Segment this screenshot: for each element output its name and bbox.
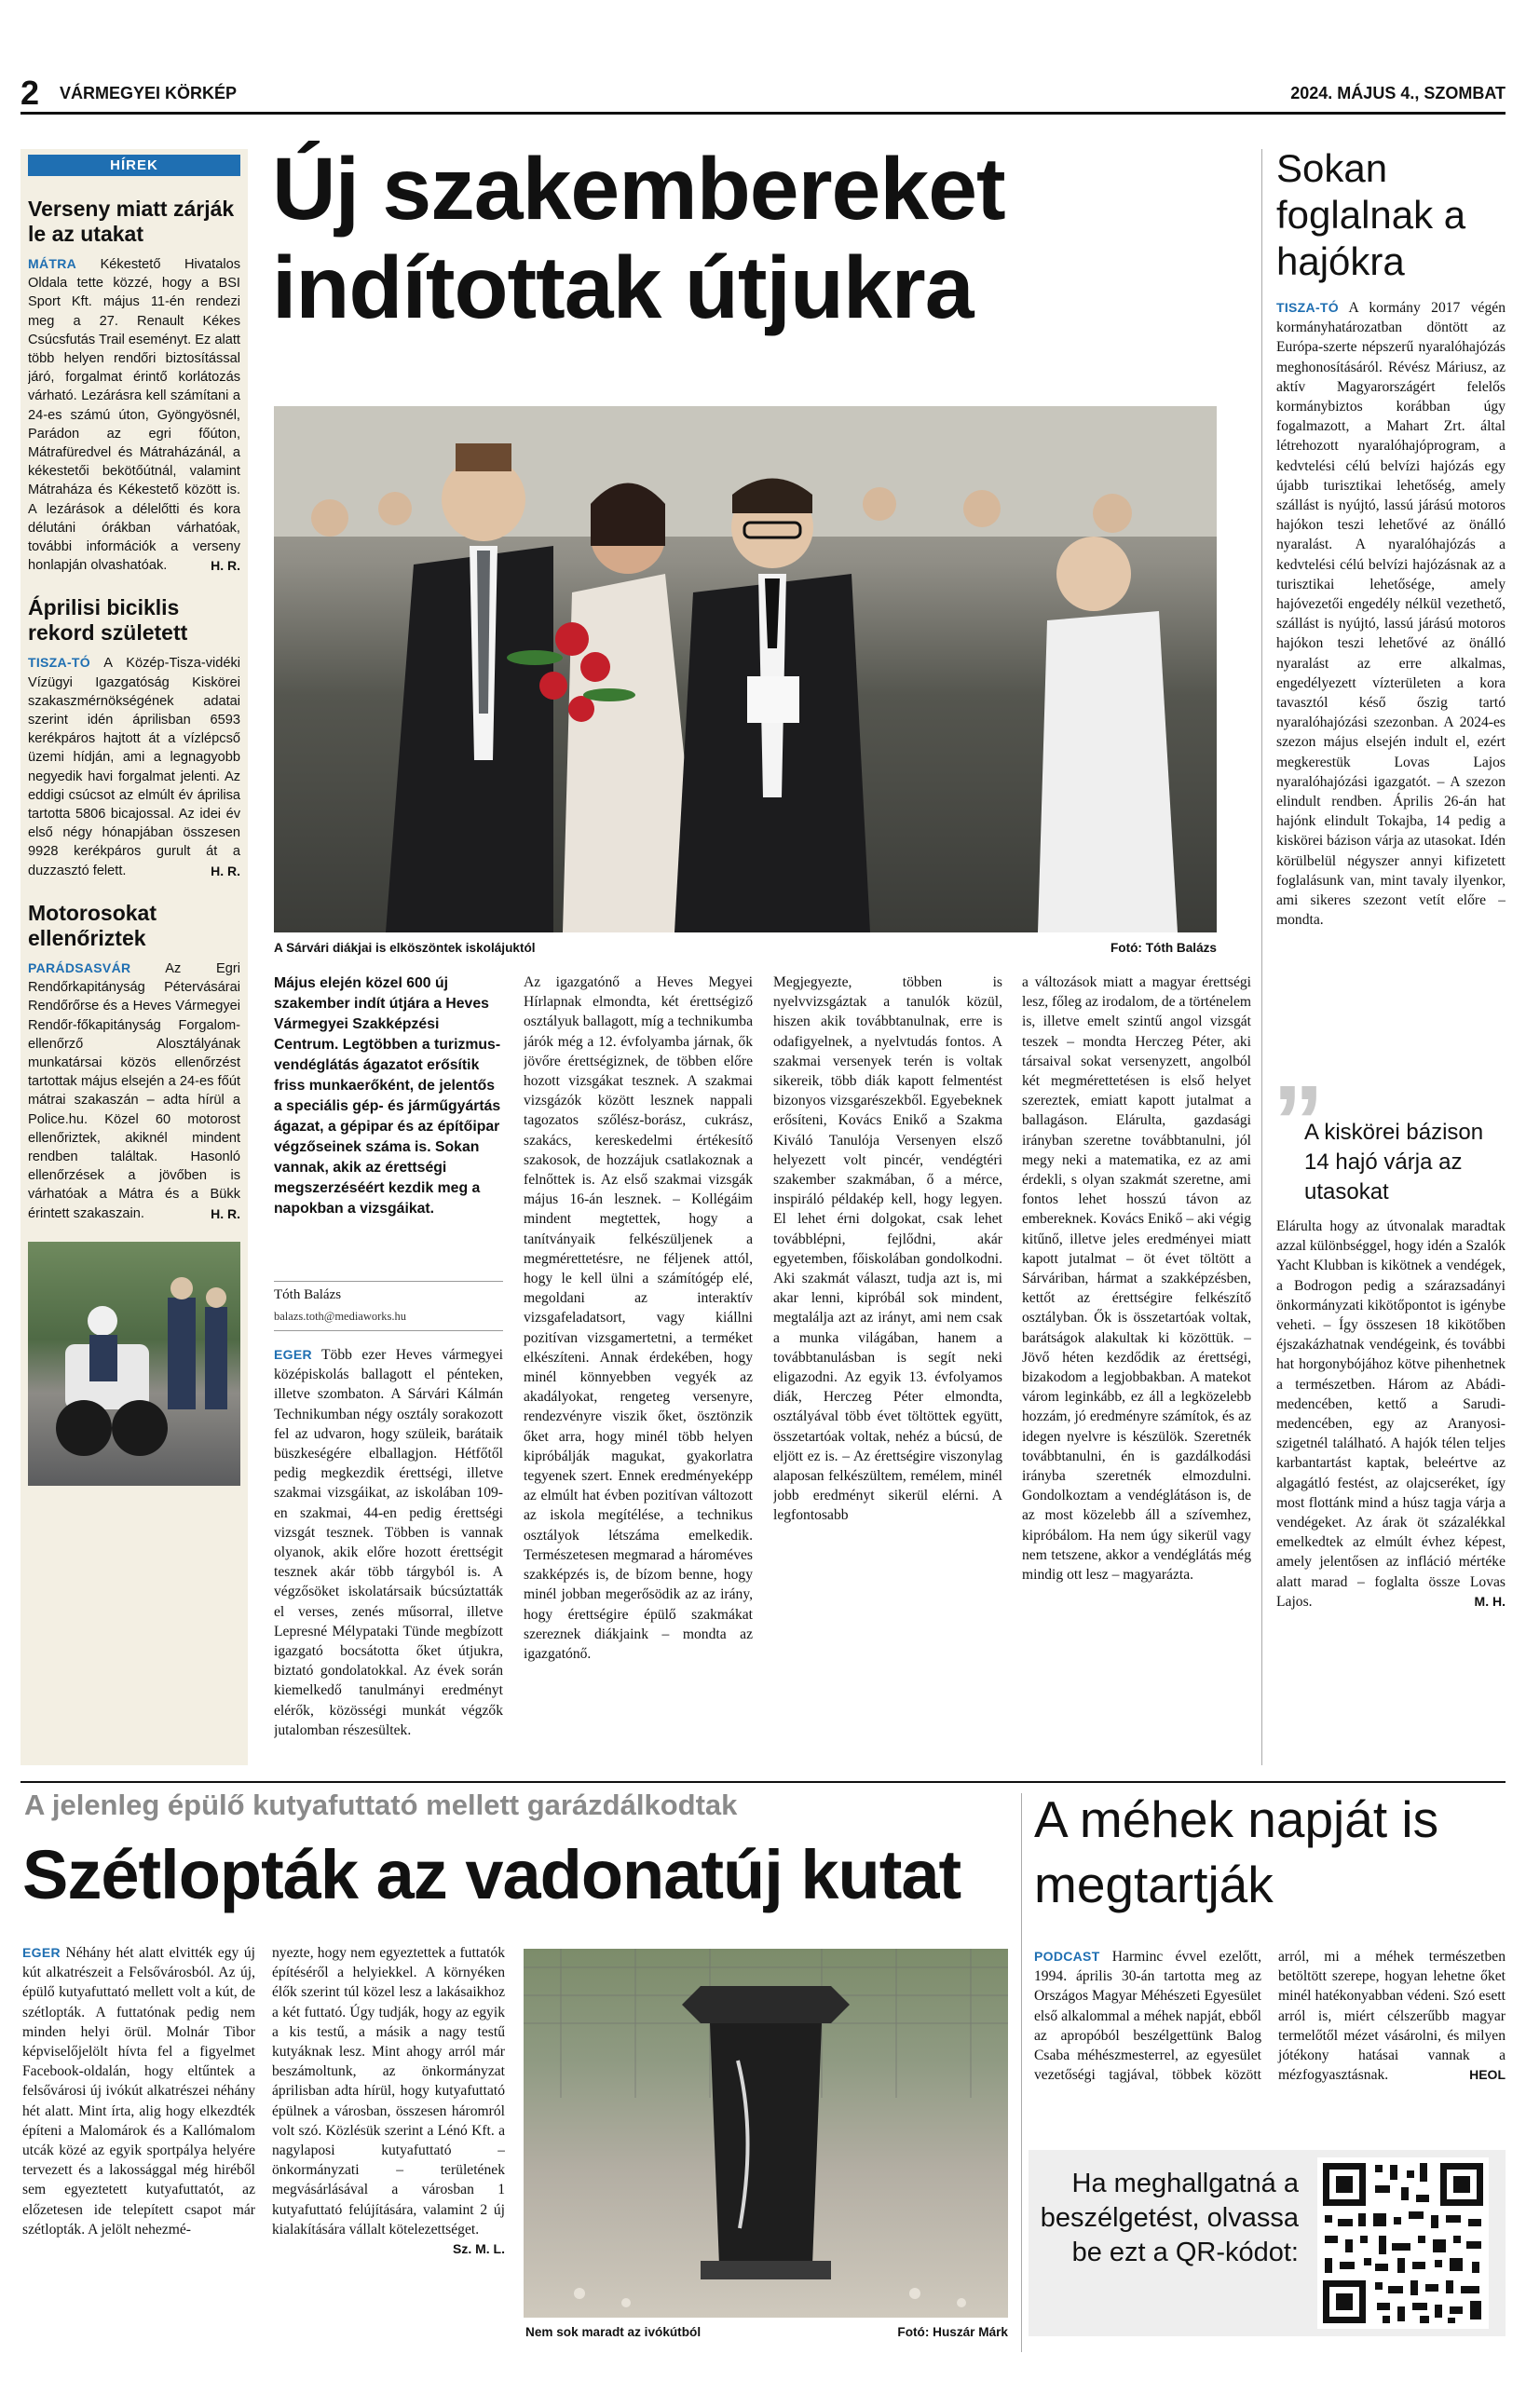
bees-headline: A méhek napját is megtartják	[1034, 1790, 1439, 1913]
motorcycle-police-photo	[28, 1242, 240, 1486]
sidebar-item-title: Motorosokat ellenőriztek	[28, 900, 157, 950]
header-rule	[20, 112, 1506, 115]
bottom-photo-caption: Nem sok maradt az ivókútból	[525, 2325, 702, 2339]
issue-date: 2024. MÁJUS 4., SZOMBAT	[1290, 84, 1506, 102]
sidebar-item-kicker: TISZA-TÓ	[28, 655, 90, 671]
sidebar-item-body: Kékestető Hivatalos Oldala tette közzé, hogy a BSI Sport Kft. május 11-én rendezi meg a 27. Renault Kékes Csúcsfutás Trail eseményt. Ez alatt több helyen rendőri biztosítással járó, forgalmat érintő korlátozás várható. Lezárásra kell számítani a 24-es számú úton, Gyöngyösnél, Parádon az egri főúton, Mátrafüredvel és Mátraházánál, a kékestetői bekötőútnál, valamint Mátraháza és Kékestető között is. A lezárások a délelőtti és kora délutáni órákban várhatóak, további információk a verseny honlapján olvashatóak.	[28, 257, 240, 574]
lead-rule	[274, 1281, 503, 1282]
sidebar-item-signature: H. R.	[211, 863, 240, 878]
sidebar-item-text	[28, 254, 240, 575]
broken-fountain-illustration	[524, 1949, 1008, 2318]
graduation-photo	[274, 406, 1217, 932]
sidebar-item-title: Áprilisi biciklis rekord született	[28, 595, 188, 646]
sidebar-item-text	[28, 959, 240, 1223]
qr-code-icon[interactable]	[1317, 2157, 1489, 2329]
bottom-body-col1	[22, 1943, 255, 2339]
main-author: Tóth Balázs	[274, 1287, 342, 1302]
section-title: VÁRMEGYEI KÖRKÉP	[60, 84, 238, 102]
main-body-col1	[274, 1345, 503, 1761]
right-signature: M. H.	[1474, 1593, 1506, 1609]
bottom-photo-credit: Fotó: Huszár Márk	[897, 2325, 1008, 2339]
quote-mark-icon: ”	[1273, 1065, 1324, 1179]
main-headline: Új szakembereket indítottak útjukra	[272, 140, 1005, 337]
police-motorcycle-illustration	[28, 1242, 240, 1486]
sidebar-label: HÍREK	[28, 155, 240, 176]
bottom-right-rule	[1021, 1793, 1022, 2352]
right-column-rule	[1261, 149, 1262, 1765]
fountain-photo	[524, 1949, 1008, 2318]
bottom-body-text-2: nyezte, hogy nem egyeztettek a futtatók építéséről a helyiekkel. A környéken élők szerint túl közel lesz a lakásaikhoz a két futtató. Úgy tudják, hogy az egyik a kis testű, a másik a nagy testű kutyáknak lesz. Mint ahogy arról már beszámoltunk, az önkormányzat áprilisban adta hírül, hogy kutyafuttató épülnek a városban, összesen háromról volt szó. Közlésük szerint a Lénó Kft. a nagylaposi kutyafuttató – önkormányzati – területének megvásárlásával a városban 1 kutyafuttató felújítására, valamint 2 új kialakítására vállalt kötelezettséget.	[272, 1945, 505, 2238]
bottom-kicker: EGER	[22, 1945, 61, 1960]
main-photo-caption: A Sárvári diákjai is elköszöntek iskolájuktól	[274, 941, 536, 955]
bottom-signature: Sz. M. L.	[453, 2241, 505, 2257]
sidebar-item-signature: H. R.	[211, 558, 240, 574]
sidebar-item-kicker: PARÁDSASVÁR	[28, 959, 131, 975]
sidebar-item	[28, 197, 240, 575]
bees-signature: HEOL	[1469, 2067, 1506, 2083]
main-body-text-1: Több ezer Heves vármegyei középiskolás ballagott el pénteken, illetve szombaton. A Sárvári Kálmán Technikumban négy osztály sorakozott fel az udvaron, hogy szüleik, barátaik büszkeségére elballagjon. Hétfőtől pedig megkezdik érettségi, illetve szakmai vizsgáikat, az iskolában 109-en szakmai, 44-en pedig érettségi vizsgát tesznek. Többen is vannak olyanok, akik előre hozott érettségit tesznek akár több tárgyból is. A végzősöket iskolatársaik búcsúztatták el verses, zenés műsorral, illetve Lepresné Mélypataki Tünde megbízott igazgató bocsátotta őket útjukra, biztató gondolatokkal. Az évek során kiemelkedő tanulmányi eredményt elérők, közösségi munkát végzők jutalomban részesültek.	[274, 1347, 503, 1738]
pull-quote: A kiskörei bázison 14 hajó várja az utasokat	[1304, 1120, 1484, 1204]
bees-kicker: PODCAST	[1034, 1949, 1100, 1964]
news-sidebar	[20, 149, 248, 1765]
graduation-procession-illustration	[274, 406, 1217, 932]
main-body-col4: a változások miatt a magyar érettségi lesz, főleg az irodalom, de a történelem is, illetve emelt szintű angol vizsgát teszek – mondta Herczeg Péter, aki társaival sokat versenyzett, angolból két megmérettetésen is első helyet szereztek, emiatt kapott jutalmat a ballagáson. Elárulta, gazdasági irányban szeretne továbbtanulni, jól megy neki a matematika, ez az ami érdekli, s olyan szakmát szeretne, ami fontos lehet hosszú távon az embereknek. Kovács Enikő – aki végig kitűnő, illetve jeles eredményei miatt kapott jutalmat – öt évet töltött a Sárváriban, hármat a szakképzésben, kettőt az érettségire felkészítő osztályban. Ők is összetartóak voltak, barátságok alakultak ki közöttük. – Jövő héten kezdődik az érettségi, bizakodom a legjobbakban. A matekot várom leginkább, ez áll a legközelebb hozzám, jó eredményre számítok, és az idegen nyelvre is készülök. Szeretnék továbbtanulni, én is gazdálkodási irányba szeretnék elmozdulni. Gondolkoztam a vendéglátáson is, de az most közelebb áll a szívemhez, kipróbálom. Ha nem úgy sikerül vagy nem tetszene, akkor a vendéglátás még mindig ott lesz – magyarázta.	[1022, 974, 1251, 1584]
bottom-body-text-1: Néhány hét alatt elvitték egy új kút alkatrészeit a Felsővárosból. Az új, épülő kutyafuttató mellett volt a kút, de szétlopták. A futtatónak pedig nem minden helyi örül. Molnár Tibor képviselőjelölt hívta fel a figyelmet Facebook-oldalán, hogy eltűntek a felsővárosi új ivókút alkatrészei néhány hét alatt. Mint írta, alig hogy elkezdték építeni a Malomárok és a Kallómalom utcák közé az egyik sportpálya helyére tervezett és a lakossággal még hiréből sem egyeztetett kutyafuttatót, az előzetesen ide telepített csapot már szétlopták. A jelölt nehezmé-	[22, 1945, 255, 2238]
right-headline: Sokan foglalnak a hajókra	[1276, 146, 1466, 283]
main-photo-credit: Fotó: Tóth Balázs	[1110, 941, 1217, 955]
sidebar-item-signature: H. R.	[211, 1205, 240, 1221]
right-body-text-2: Elárulta hogy az útvonalak maradtak azzal különbséggel, hogy idén a Szalók Yacht Klubban is kikötnek a vendégek, a Bodrogon pedig a szárazsadányi önkormányzati kikötőpontot is igénybe veheti. – Így összesen 18 kikötőben éjszakázhatnak vendégeink, és további hat horgonybójához kötve pihenhetnek a természetben. Három az Abádi-medencében, kettő a Sarudi-medencében, egy az Aranyosi-szigetnél található. A hajók télen teljes karbantartást kaptak, beleértve az algagátló festést, az olajcseréket, így most flottánk mind a húsz tagja várja a vendégeket. Az árak öt százalékkal emelkedtek az elmúlt évhez képest, amely jelentősen az infláció mértéke alatt marad – foglalta össze Lovas Lajos.	[1276, 1218, 1506, 1610]
sidebar-item-body: A Közép-Tisza-vidéki Vízügyi Igazgatóság Kiskörei szakaszmérnökségének adatai szerint idén áprilisban 6593 kerékpáros hajtott át a vízlépcső üzemi hídján, ami a legnagyobb negyedik havi forgalmat jelenti. Az eddigi csúcsot az elmúlt év áprilisa tartotta 5806 bicajossal. Az idei év első négy hónapjában összesen 9928 kerékpáros gurult át a duzzasztó felett.	[28, 656, 240, 878]
right-kicker: TISZA-TÓ	[1276, 300, 1339, 315]
bottom-body-col2	[272, 1943, 505, 2339]
main-lead: Május elején közel 600 új szakember indít útjára a Heves Vármegyei Szakképzési Centrum. Legtöbben a turizmus-vendéglátás ágazatot erősítik friss munkaerőként, de jelentős a speciális gép- és járműgyártás ágazat, a gépipar és az építőipar végzőseinek száma is. Sokan vannak, akik az érettségi megszerzéséért kezdik meg a napokban a vizsgáikat.	[274, 975, 501, 1217]
right-body-text-1: A kormány 2017 végén kormányhatározatban döntött az Európa-szerte népszerű nyaralóhajózás meghonosításáról. Révész Máriusz, az aktív Magyarországért felelős kormánybiztos korábban úgy fogalmazott, a Mahart Zrt. által létrehozott nyaralóhajóprogram, a kedvtelési célú belvízi hajózás egy újabb turisztikai lehetőség, amely szállást is nyújtó, lassú járású motoros hajókon teszi lehetővé az önálló nyaralást. A nyaralóhajózás a kedvtelési célú belvízi hajózásnak az a turisztikai lehetősége, amely hajóvezetői engedély nélkül vezethető, szállást is nyújtó, lassú járású motoros hajókon teszi lehetővé az önálló nyaralást az erre alkalmas, engedélyezett vízterületen a kora tavasztól késő őszig tartó nyaralóhajózási szezonban. A 2024-es szezon május elsején indult el, ezért megkerestük Lovas Lajos nyaralóhajózási igazgatót. – A szezon elindult rendben. Április 26-án hat hajónk elindult Tokajba, 14 pedig a kiskörei bázison várja az utasokat. Idén körülbelül négyszer annyi kifizetett foglalásunk van, mint tavaly ilyenkor, ami sikeres szezont vetít előre – mondta.	[1276, 300, 1506, 929]
bees-body-text: Harminc évvel ezelőtt, 1994. április 30-án tartotta meg az Országos Magyar Méhészeti Egyesület első alkalommal a méhek napját, ebből az apropóból beszélgettünk Balog Csaba méhészmesterrel, az egyesület vezetőségi tagjával, többek között arról, mi a méhek természetben betöltött szerepe, hogyan lehetne őket minél hatékonyabban védeni. Szó esett arról is, miért célszerűbb magyar termelőtől mézet vásárolni, és milyen jótékony hatásai vannak a mézfogyasztásnak.	[1034, 1949, 1506, 2084]
qr-code-graphic	[1317, 2157, 1489, 2329]
bottom-headline: Szétlopták az vadonatúj kutat	[22, 1836, 961, 1913]
email-rule	[274, 1330, 503, 1331]
right-body-1	[1276, 298, 1506, 1085]
qr-text: Ha meghallgatná a beszélgetést, olvassa be ezt a QR-kódot:	[1040, 2169, 1299, 2267]
sidebar-item-body: Az Egri Rendőrkapitányság Pétervásárai Rendőrőrse és a Heves Vármegyei Rendőr-főkapitányság Forgalom-ellenőrző Alosztályának munkatársai közös ellenőrzést tartottak május elsején a 24-es főút mátrai szakaszán – adta hírül a Police.hu. Közel 60 motorost ellenőriztek, akiknél mindent rendben találtak. Hasonló ellenőrzések a jövőben is várhatóak a Mátra és a Bükk érintett szakaszain.	[28, 960, 240, 1221]
bottom-kicker-line: A jelenleg épülő kutyafuttató mellett garázdálkodtak	[24, 1789, 738, 1821]
main-author-email: balazs.toth@mediaworks.hu	[274, 1310, 407, 1323]
bees-body	[1034, 1947, 1506, 2138]
sidebar-item-title: Verseny miatt zárják le az utakat	[28, 197, 235, 246]
sidebar-item-text	[28, 653, 240, 879]
main-kicker: EGER	[274, 1347, 312, 1362]
sidebar-item-kicker: MÁTRA	[28, 256, 77, 271]
right-body-2	[1276, 1217, 1506, 1764]
sidebar-item	[28, 595, 240, 879]
main-body-col2: Az igazgatónő a Heves Megyei Hírlapnak elmondta, két érettségiző osztályuk ballagott, míg a technikumba járók még a 12. évfolyamba járnak, ők jövőre érettségiznek, de többen előre hozott vizsgákat tesznek. A szakmai vizsgázók között lesznek nappali tagozatos szőlész-borász, cukrász, szakács, kereskedelmi értékesítő szakosok, de hozzájuk csatlakoznak a felnőttek is. Az első szakmai vizsgák május 16-án lesznek. – Kollégáim mindent megtettek, hogy a tanítványaik felkészüljenek a megmérettetésre, ne féljenek attól, hogy le kell ülni a számítógép elé, megoldani az interaktív vizsgafeladatsort, vagy kiállni pozitívan vizsgamertetni, a terméket elkészíteni. Annak érdekében, hogy minél könnyebben vegyék az akadályokat, rengeteg versenyre, rendezvényre viszik őket, ösztönzik őket arra, hogy minél több helyen kipróbálják magukat, gyakorlatra tegyenek szert. Ennek eredményeképp az elmúlt hat évben pozitívan változott az iskola megítélése, a technikus osztályok létszáma emelkedik. Természetesen megmarad a hároméves szakképzés is, de bízom benne, hogy minél jobban megerősödik az az irány, hogy érettségire épülő szakmákat szereznek diákjaink – mondta az igazgatónő.	[524, 974, 753, 1662]
horizontal-rule	[20, 1781, 1506, 1783]
main-body-col3: Megjegyezte, többen is nyelvvizsgáztak a tanulók közül, hiszen akik továbbtanulnak, erre is odafigyelnek, a nyelvtudás fontos. A szakmai versenyek terén is voltak sikereik, több diák kapott felmentést bizonyos vizsgarészekből. Egyebeknek erősíteni, Kovács Enikő a Szakma Kiváló Tanulója Versenyen elsző helyezett volt pincér, vendégtéri szakember szakmában, ő a mérce, inspiráló példakép kell, hogy legyen. El lehet érni dolgokat, csak lehet továbblépni, fejlődni, akár egyetemben, főiskolában gondolkodni. Aki szakmát választ, tudja azt is, mi akar lenni, kipróbál sok mindent, megtalálja azt az irányt, ami nem csak a munka világában, hanem a továbbtanulásban is segít neki eligazodni. Az egyik 13. évfolyamos diák, Herczeg Péter elmondta, osztályával több évet töltöttek együtt, összetartóak voltak, nehéz a búcsú, de eljött ez is. – Az érettségire viszonylag alaposan felkészültem, remélem, minél jobb eredményt sikerül elérni. A legfontosabb	[773, 974, 1002, 1524]
page-number: 2	[20, 74, 40, 112]
sidebar-item	[28, 901, 240, 1223]
